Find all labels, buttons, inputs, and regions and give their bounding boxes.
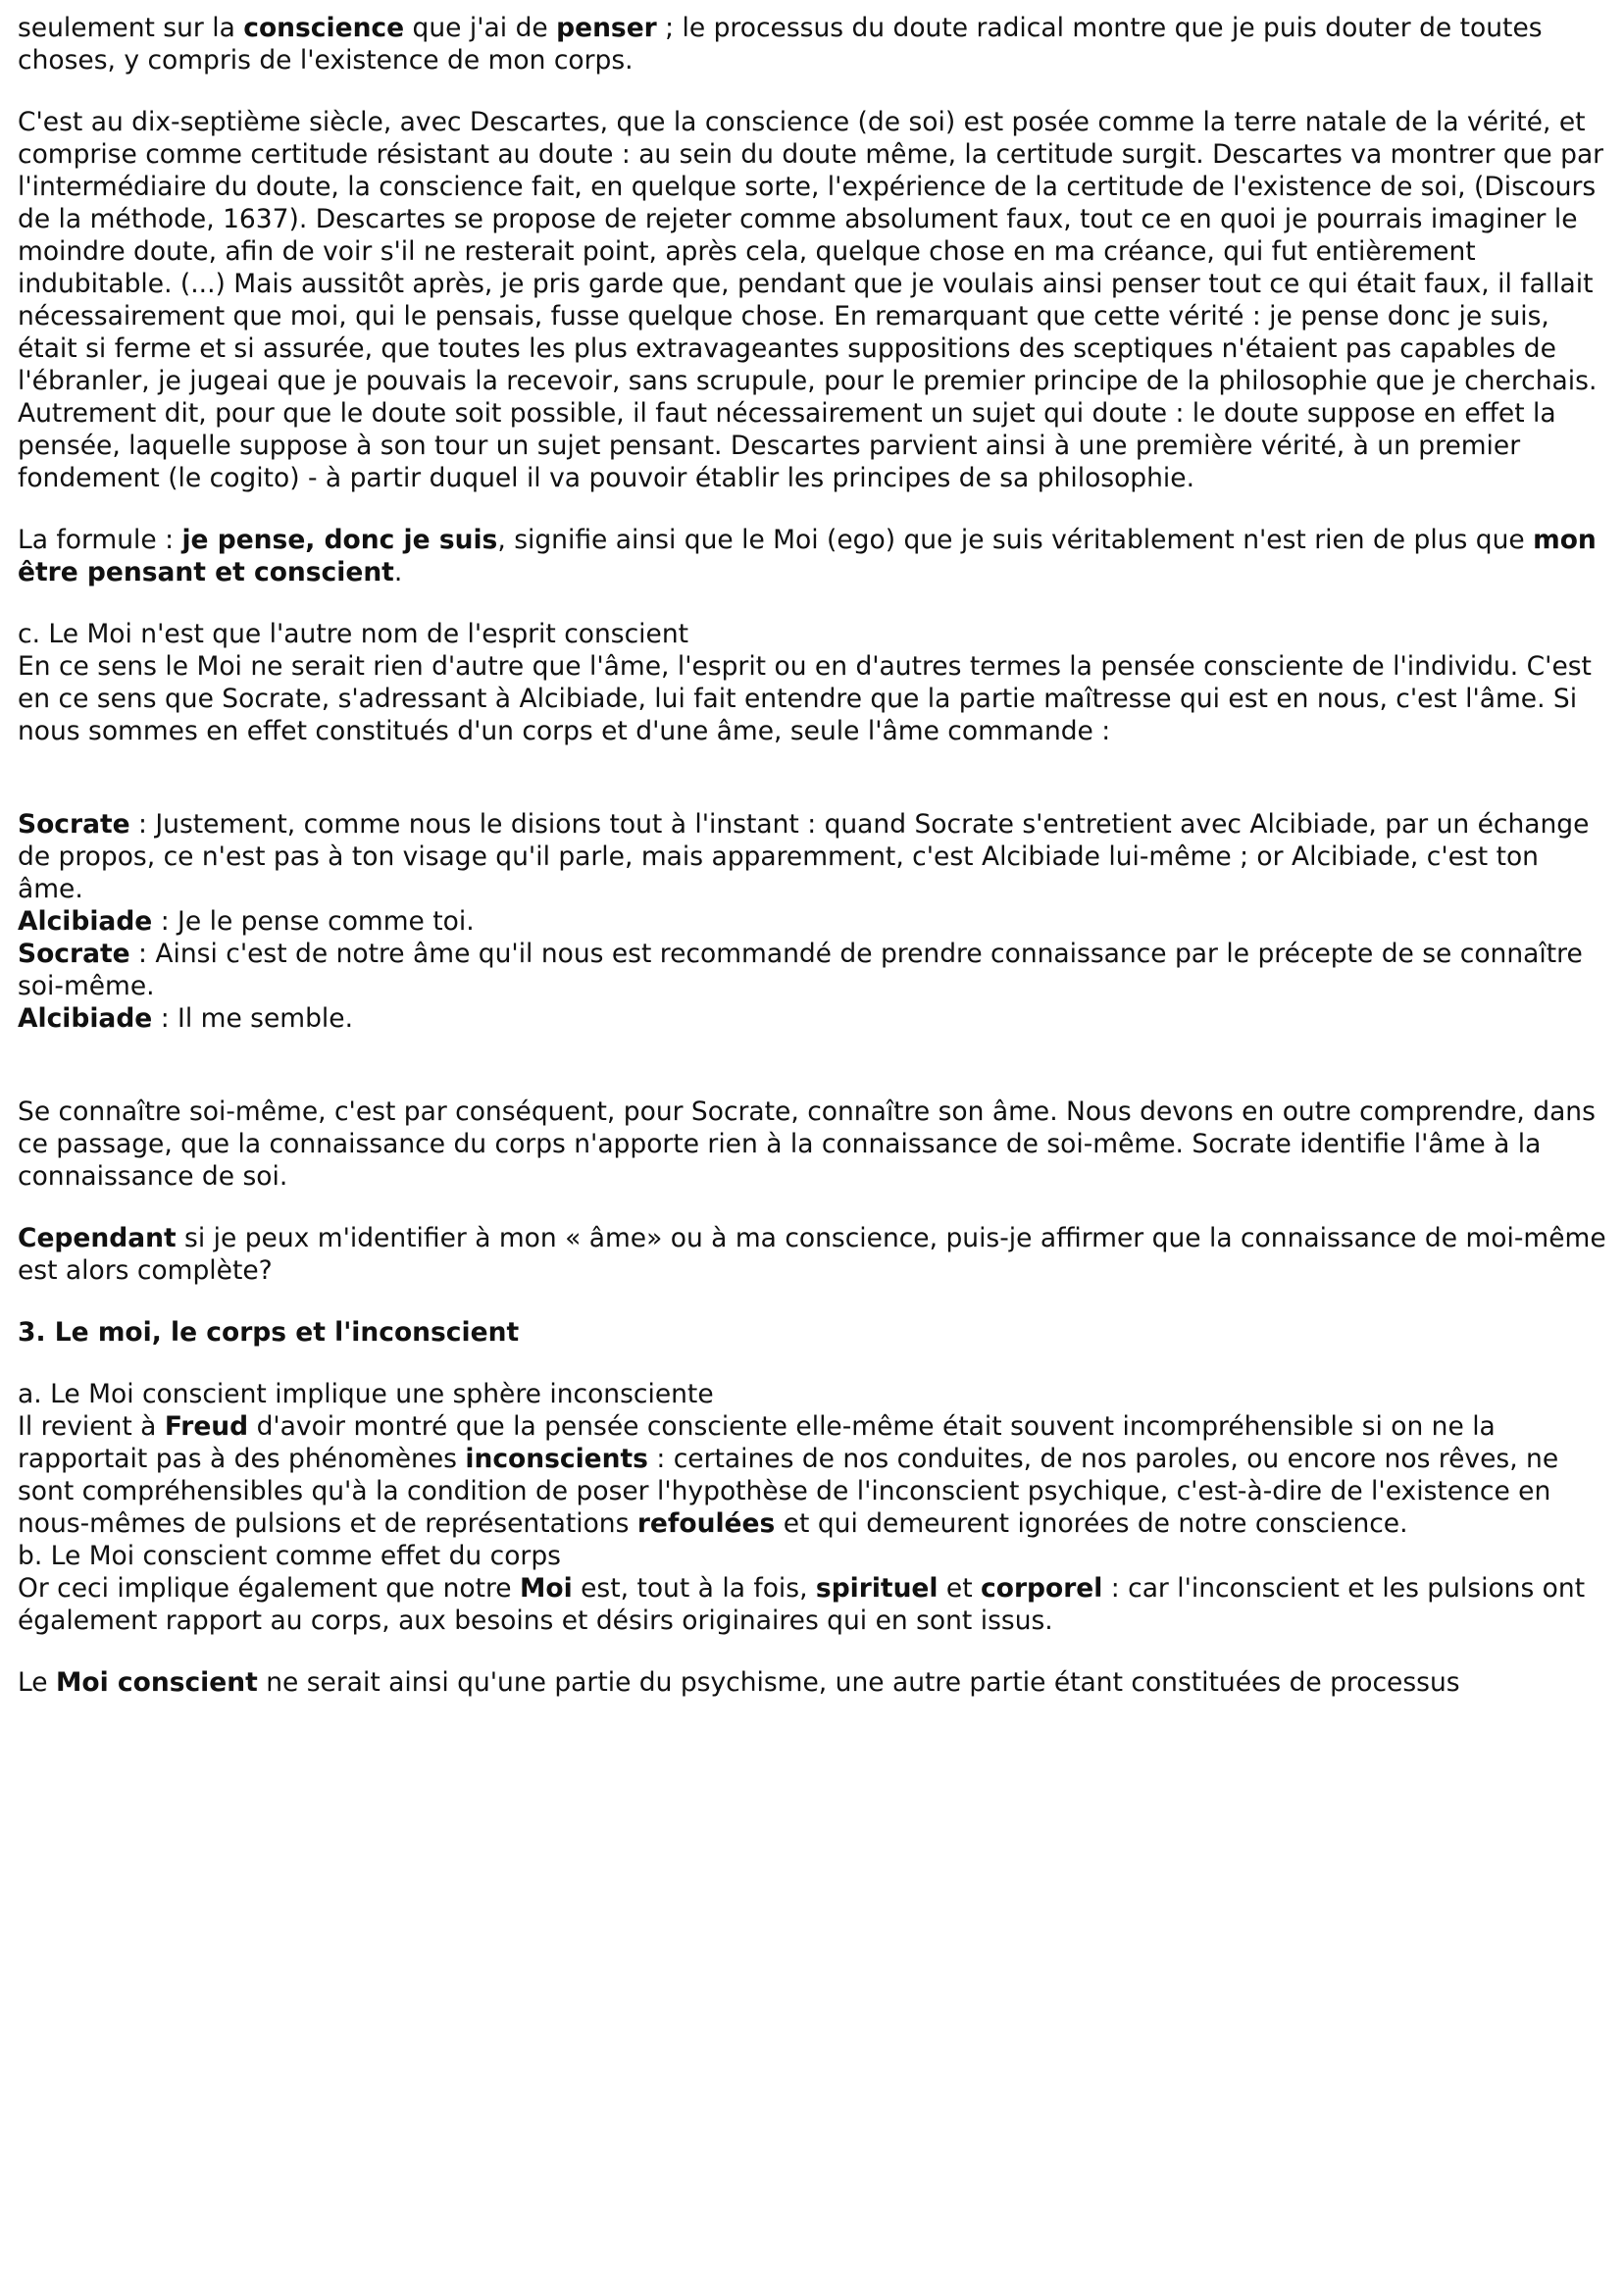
text: ne serait ainsi qu'une partie du psychisme, une autre partie étant constituées de processus	[257, 1667, 1460, 1698]
text: , signifie ainsi que le Moi (ego) que je suis véritablement n'est rien de plus que	[497, 525, 1534, 555]
paragraph-descartes: C'est au dix-septième siècle, avec Descartes, que la conscience (de soi) est posée comme la terre natale de la vérité, et comprise comme certitude résistant au doute : au sein du doute même, la certitude surgit. Descartes va montrer que par l'intermédiaire du doute, la conscience fait, en quelque sorte, l'expérience de la certitude de l'existence de soi, (Discours de la méthode, 1637). Descartes se propose de rejeter comme absolument faux, tout ce en quoi je pourrais imaginer le moindre doute, afin de voir s'il ne resterait point, après cela, quelque chose en ma créance, qui fut entièrement indubitable. (...) Mais aussitôt après, je pris garde que, pendant que je voulais ainsi penser tout ce qui était faux, il fallait nécessairement que moi, qui le pensais, fusse quelque chose. En remarquant que cette vérité : je pense donc je suis, était si ferme et si assurée, que toutes les plus extravageantes suppositions des sceptiques n'étaient pas capables de l'ébranler, je jugeai que je pouvais la recevoir, sans scrupule, pour le premier principe de la philosophie que je cherchais. Autrement dit, pour que le doute soit possible, il faut nécessairement un sujet qui doute : le doute suppose en effet la pensée, laquelle suppose à son tour un sujet pensant. Descartes parvient ainsi à une première vérité, à un premier fondement (le cogito) - à partir duquel il va pouvoir établir les principes de sa philosophie.	[18, 107, 1604, 493]
paragraph-moi-corps	[18, 1572, 1606, 1637]
subsection-heading: a. Le Moi conscient implique une sphère inconsciente	[18, 1379, 714, 1409]
speaker-name: Alcibiade	[18, 906, 153, 937]
speaker-name: Socrate	[18, 939, 130, 969]
text: ; le processus du doute radical montre que je puis douter de toutes choses, y compris de l'existence de mon corps.	[18, 13, 1543, 76]
speaker-name: Alcibiade	[18, 1003, 153, 1034]
dialogue-line	[18, 1002, 1606, 1035]
bold-term: mon être pensant et conscient	[18, 525, 1597, 587]
bold-term: Freud	[164, 1411, 249, 1442]
dialogue-line	[18, 808, 1606, 905]
dialogue-text: : Il me semble.	[152, 1003, 354, 1034]
dialogue-line	[18, 938, 1606, 1002]
text: La formule :	[18, 525, 182, 555]
section-heading: 3. Le moi, le corps et l'inconscient	[18, 1317, 520, 1348]
text: Il revient à	[18, 1411, 165, 1442]
subsection-heading: c. Le Moi n'est que l'autre nom de l'esprit conscient	[18, 619, 689, 649]
text: .	[393, 557, 403, 587]
text: que j'ai de	[404, 13, 557, 43]
bold-term: conscience	[243, 13, 405, 43]
paragraph-moi-conscient	[18, 1666, 1606, 1699]
dialogue-socrate-alcibiade	[18, 808, 1606, 1035]
bold-term: penser	[556, 13, 657, 43]
bold-term: je pense, donc je suis	[181, 525, 498, 555]
bold-term: corporel	[981, 1573, 1103, 1604]
text: et qui demeurent ignorées de notre conscience.	[775, 1508, 1408, 1539]
paragraph-formule-cogito	[18, 524, 1606, 588]
paragraph-freud	[18, 1410, 1606, 1540]
bold-term: Cependant	[18, 1223, 177, 1253]
document-page	[18, 12, 1606, 1699]
paragraph-socrate-ame: En ce sens le Moi ne serait rien d'autre que l'âme, l'esprit ou en d'autres termes la pensée consciente de l'individu. C'est en ce sens que Socrate, s'adressant à Alcibiade, lui fait entendre que la partie maîtresse qui est en nous, c'est l'âme. Si nous sommes en effet constitués d'un corps et d'une âme, seule l'âme commande :	[18, 651, 1592, 746]
paragraph-doute-radical	[18, 12, 1606, 76]
bold-term: inconscients	[465, 1444, 648, 1474]
section-title	[18, 1316, 1606, 1349]
bold-term: Moi	[520, 1573, 573, 1604]
paragraph-connaitre-soi: Se connaître soi-même, c'est par conséquent, pour Socrate, connaître son âme. Nous devons en outre comprendre, dans ce passage, que la connaissance du corps n'apporte rien à la connaissance de soi-même. Socrate identifie l'âme à la connaissance de soi.	[18, 1096, 1596, 1192]
dialogue-text: : Justement, comme nous le disions tout à l'instant : quand Socrate s'entretient avec Alcibiade, par un échange de propos, ce n'est pas à ton visage qu'il parle, mais apparemment, c'est Alcibiade lui-même ; or Alcibiade, c'est ton âme.	[18, 809, 1590, 904]
text: est, tout à la fois,	[572, 1573, 816, 1604]
subsection-c	[18, 618, 1606, 747]
bold-term: refoulées	[636, 1508, 776, 1539]
subsection-a-b	[18, 1378, 1606, 1637]
text: : certaines de nos conduites, de nos paroles, ou encore nos rêves, ne sont compréhensibles qu'à la condition de poser l'hypothèse de l'inconscient psychique, c'est-à-dire de l'existence en nous-mêmes de pulsions et de représentations	[18, 1444, 1559, 1539]
text: et	[938, 1573, 982, 1604]
text: d'avoir montré que la pensée consciente elle-même était souvent incompréhensible si on ne la rapportait pas à des phénomènes	[18, 1411, 1496, 1474]
text: si je peux m'identifier à mon « âme» ou à ma conscience, puis-je affirmer que la connaissance de moi-même est alors complète?	[18, 1223, 1606, 1286]
text: : car l'inconscient et les pulsions ont également rapport au corps, aux besoins et désirs originaires qui en sont issus.	[18, 1573, 1586, 1636]
bold-term: Moi conscient	[56, 1667, 258, 1698]
dialogue-text: : Ainsi c'est de notre âme qu'il nous est recommandé de prendre connaissance par le précepte de se connaître soi-même.	[18, 939, 1583, 1001]
paragraph-cependant	[18, 1222, 1606, 1287]
text: Or ceci implique également que notre	[18, 1573, 521, 1604]
text: seulement sur la	[18, 13, 244, 43]
bold-term: spirituel	[815, 1573, 939, 1604]
dialogue-line	[18, 905, 1606, 938]
speaker-name: Socrate	[18, 809, 130, 840]
subsection-heading: b. Le Moi conscient comme effet du corps	[18, 1541, 561, 1571]
text: Le	[18, 1667, 57, 1698]
dialogue-text: : Je le pense comme toi.	[152, 906, 475, 937]
